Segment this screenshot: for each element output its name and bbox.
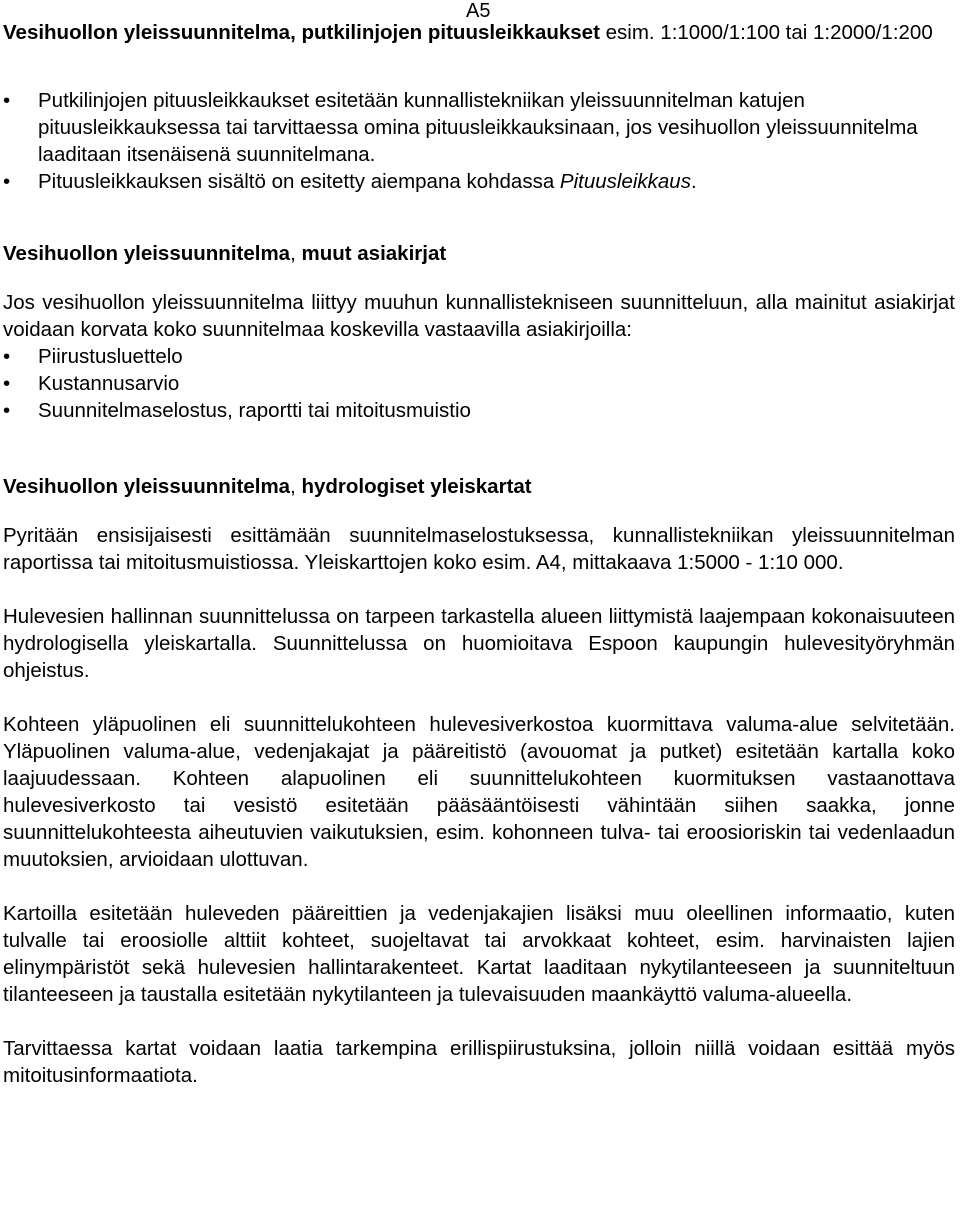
list-item-end: . xyxy=(690,170,697,193)
bullet-icon: • xyxy=(3,89,11,112)
heading-bold-text: Vesihuollon yleissuunnitelma, putkilinjojen pituusleikkaukset xyxy=(3,21,600,44)
heading-bold-text: muut asiakirjat xyxy=(301,242,447,265)
section-heading-other-documents xyxy=(3,240,955,267)
paragraph: Hulevesien hallinnan suunnittelussa on tarpeen tarkastella alueen liittymistä laajempaan kokonaisuuteen hydrologisella yleiskartalla. Suunnittelussa on huomioitava Espoon kaupungin hulevesityöryhmän ohjeistus. xyxy=(3,605,955,682)
list-item xyxy=(3,370,955,397)
heading-bold-text: Vesihuollon yleissuunnitelma xyxy=(3,242,291,265)
paragraph: Tarvittaessa kartat voidaan laatia tarkempina erillispiirustuksina, jolloin niillä voidaan esittää myös mitoitusinformaatiota. xyxy=(3,1037,955,1087)
page-number: A5 xyxy=(466,0,491,22)
list-item-text: Piirustusluettelo xyxy=(38,345,183,368)
list-item-text: Putkilinjojen pituusleikkaukset esitetään kunnallistekniikan yleissuunnitelman katujen pituusleikkauksessa tai tarvittaessa omina pituusleikkauksinaan, jos vesihuollon yleissuunnitelma laaditaan itsenäisenä suunnitelmana. xyxy=(38,89,918,166)
bullet-icon: • xyxy=(3,345,11,368)
list-item-text: Pituusleikkauksen sisältö on esitetty aiempana kohdassa xyxy=(38,170,560,193)
list-item xyxy=(3,168,955,195)
bullet-icon: • xyxy=(3,372,11,395)
heading-separator: , xyxy=(290,242,302,265)
paragraph: Kartoilla esitetään huleveden pääreittien ja vedenjakajien lisäksi muu oleellinen informaatio, kuten tulvalle tai eroosiolle alttiit kohteet, suojeltavat tai arvokkaat kohteet, esim. harvinaisten lajien elinympäristöt sekä hulevesien hallintarakenteet. Kartat laaditaan nykytilanteeseen ja suunniteltuun tilanteeseen ja taustalla esitetään nykytilanteen ja tulevaisuuden maankäyttö valuma-alueella. xyxy=(3,902,955,1006)
heading-scale-text: esim. 1:1000/1:100 tai 1:2000/1:200 xyxy=(599,21,933,44)
list-item-text: Suunnitelmaselostus, raportti tai mitoitusmuistio xyxy=(38,399,471,422)
documents-bullet-list xyxy=(3,343,955,424)
heading-bold-text: Vesihuollon yleissuunnitelma xyxy=(3,475,291,498)
paragraph: Jos vesihuollon yleissuunnitelma liittyy muuhun kunnallistekniseen suunnitteluun, alla mainitut asiakirjat voidaan korvata koko suunnitelmaa koskevilla vastaavilla asiakirjoilla: xyxy=(3,291,955,341)
heading-bold-text: hydrologiset yleiskartat xyxy=(301,475,532,498)
bullet-icon: • xyxy=(3,170,11,193)
paragraph: Kohteen yläpuolinen eli suunnittelukohteen hulevesiverkostoa kuormittava valuma-alue selvitetään. Yläpuolinen valuma-alue, vedenjakajat ja pääreitistö (avouomat ja putket) esitetään kartalla koko laajuudessaan. Kohteen alapuolinen eli suunnittelukohteen kuormituksen vastaanottava hulevesiverkosto tai vesistö esitetään pääsääntöisesti vähintään siihen saakka, jonne suunnittelukohteesta aiheutuvien vaikutuksien, esim. kohonneen tulva- tai eroosioriskin tai vedenlaadun muutoksien, arvioidaan ulottuvan. xyxy=(3,713,955,871)
paragraph: Pyritään ensisijaisesti esittämään suunnitelmaselostuksessa, kunnallistekniikan yleissuunnitelman raportissa tai mitoitusmuistiossa. Yleiskarttojen koko esim. A4, mittakaava 1:5000 - 1:10 000. xyxy=(3,524,955,574)
reference-italic-text: Pituusleikkaus xyxy=(559,170,691,193)
bullet-icon: • xyxy=(3,399,11,422)
document-body xyxy=(3,19,955,1089)
list-item xyxy=(3,87,955,168)
section-heading-hydrological-maps xyxy=(3,473,955,500)
section-heading-longitudinal-sections xyxy=(3,19,955,46)
longitudinal-sections-bullet-list xyxy=(3,87,955,195)
list-item xyxy=(3,343,955,370)
list-item xyxy=(3,397,955,424)
heading-separator: , xyxy=(290,475,302,498)
list-item-text: Kustannusarvio xyxy=(38,372,180,395)
